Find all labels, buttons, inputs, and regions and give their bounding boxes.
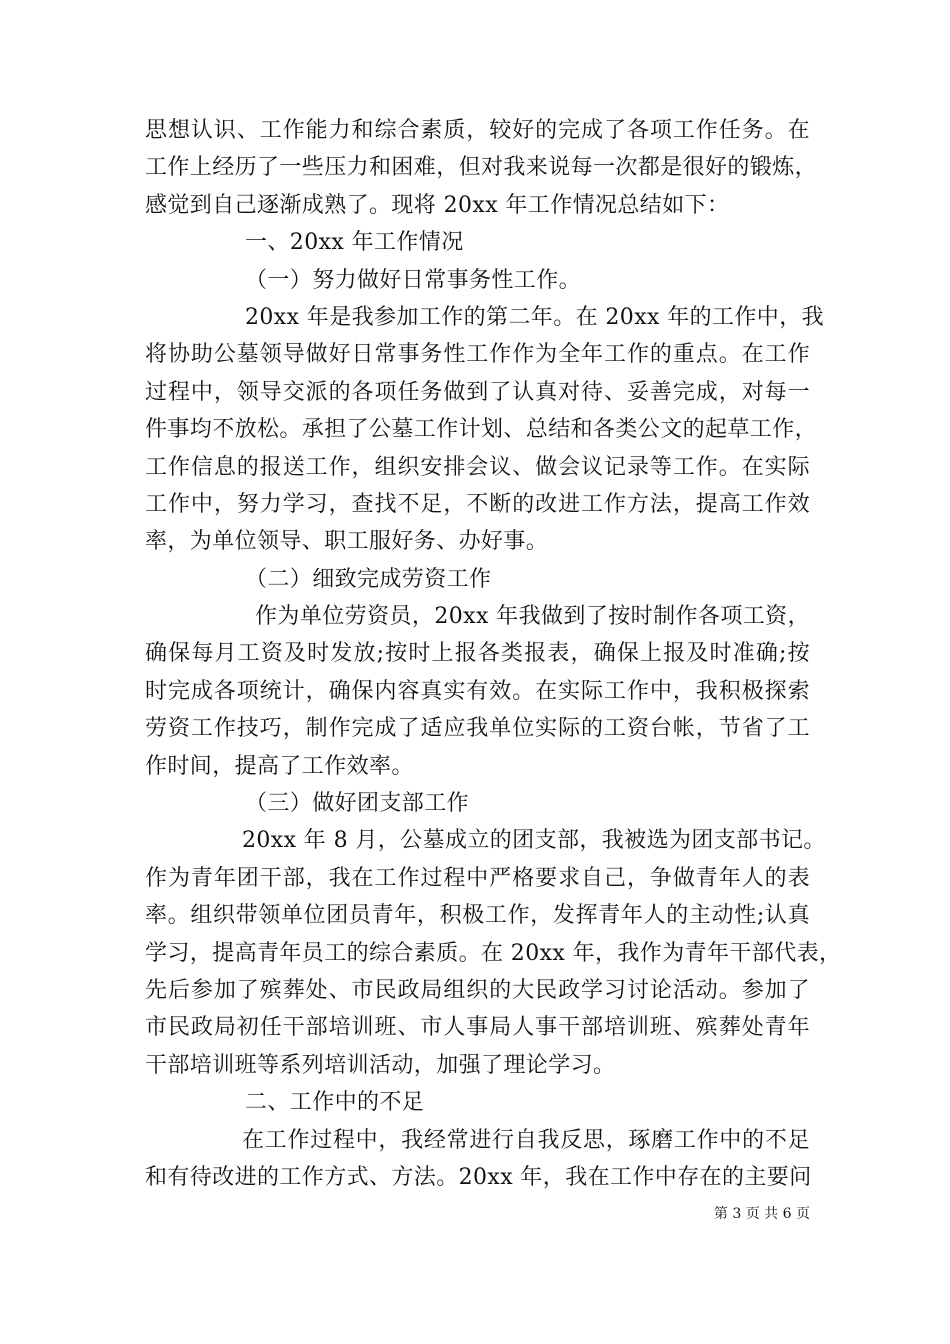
text-line: 20xx 年 8 月，公墓成立的团支部，我被选为团支部书记。 [242, 828, 826, 854]
text-line: 时完成各项统计，确保内容真实有效。在实际工作中，我积极探索 [145, 678, 810, 704]
text-line: 思想认识、工作能力和综合素质，较好的完成了各项工作任务。在 [145, 118, 810, 143]
text-line: 市民政局初任干部培训班、市人事局人事干部培训班、殡葬处青年 [145, 1015, 810, 1041]
subsection-heading: （三）做好团支部工作 [245, 791, 470, 817]
section-heading: 二、工作中的不足 [245, 1090, 425, 1116]
text-line: 率，为单位领导、职工服好务、办好事。 [145, 529, 549, 555]
text-line: 和有待改进的工作方式、方法。20xx 年，我在工作中存在的主要问 [145, 1164, 812, 1190]
text-line: 工作上经历了一些压力和困难，但对我来说每一次都是很好的锻炼， [145, 155, 818, 181]
text-line: 将协助公墓领导做好日常事务性工作作为全年工作的重点。在工作 [145, 342, 810, 368]
text-line: 20xx 年是我参加工作的第二年。在 20xx 年的工作中，我 [245, 304, 824, 330]
text-line: 件事均不放松。承担了公墓工作计划、总结和各类公文的起草工作， [145, 417, 818, 443]
text-line: 确保每月工资及时发放;按时上报各类报表，确保上报及时准确;按 [145, 641, 810, 667]
section-heading: 一、20xx 年工作情况 [245, 230, 464, 256]
text-line: 率。组织带领单位团员青年，积极工作，发挥青年人的主动性;认真 [145, 903, 810, 929]
text-line: 感觉到自己逐渐成熟了。现将 20xx 年工作情况总结如下： [145, 192, 730, 218]
text-line: 工作信息的报送工作，组织安排会议、做会议记录等工作。在实际 [145, 454, 810, 480]
page-number: 第 3 页 共 6 页 [713, 1206, 810, 1222]
text-line: 作为单位劳资员，20xx 年我做到了按时制作各项工资， [255, 604, 810, 630]
document-body [145, 112, 842, 1196]
text-line: 学习，提高青年员工的综合素质。在 20xx 年，我作为青年干部代表， [145, 940, 842, 966]
text-line: 先后参加了殡葬处、市民政局组织的大民政学习讨论活动。参加了 [145, 977, 810, 1003]
text-line: 劳资工作技巧，制作完成了适应我单位实际的工资台帐，节省了工 [145, 716, 810, 742]
text-line: 过程中，领导交派的各项任务做到了认真对待、妥善完成，对每一 [145, 379, 810, 405]
text-line: 在工作过程中，我经常进行自我反思，琢磨工作中的不足 [242, 1127, 810, 1153]
text-line: 作为青年团干部，我在工作过程中严格要求自己，争做青年人的表 [145, 865, 810, 891]
text-line: 作时间，提高了工作效率。 [145, 753, 414, 779]
subsection-heading: （二）细致完成劳资工作 [245, 566, 492, 592]
text-line: 干部培训班等系列培训活动，加强了理论学习。 [145, 1052, 616, 1078]
text-line: 工作中，努力学习，查找不足，不断的改进工作方法，提高工作效 [145, 491, 810, 517]
subsection-heading: （一）努力做好日常事务性工作。 [245, 267, 582, 293]
